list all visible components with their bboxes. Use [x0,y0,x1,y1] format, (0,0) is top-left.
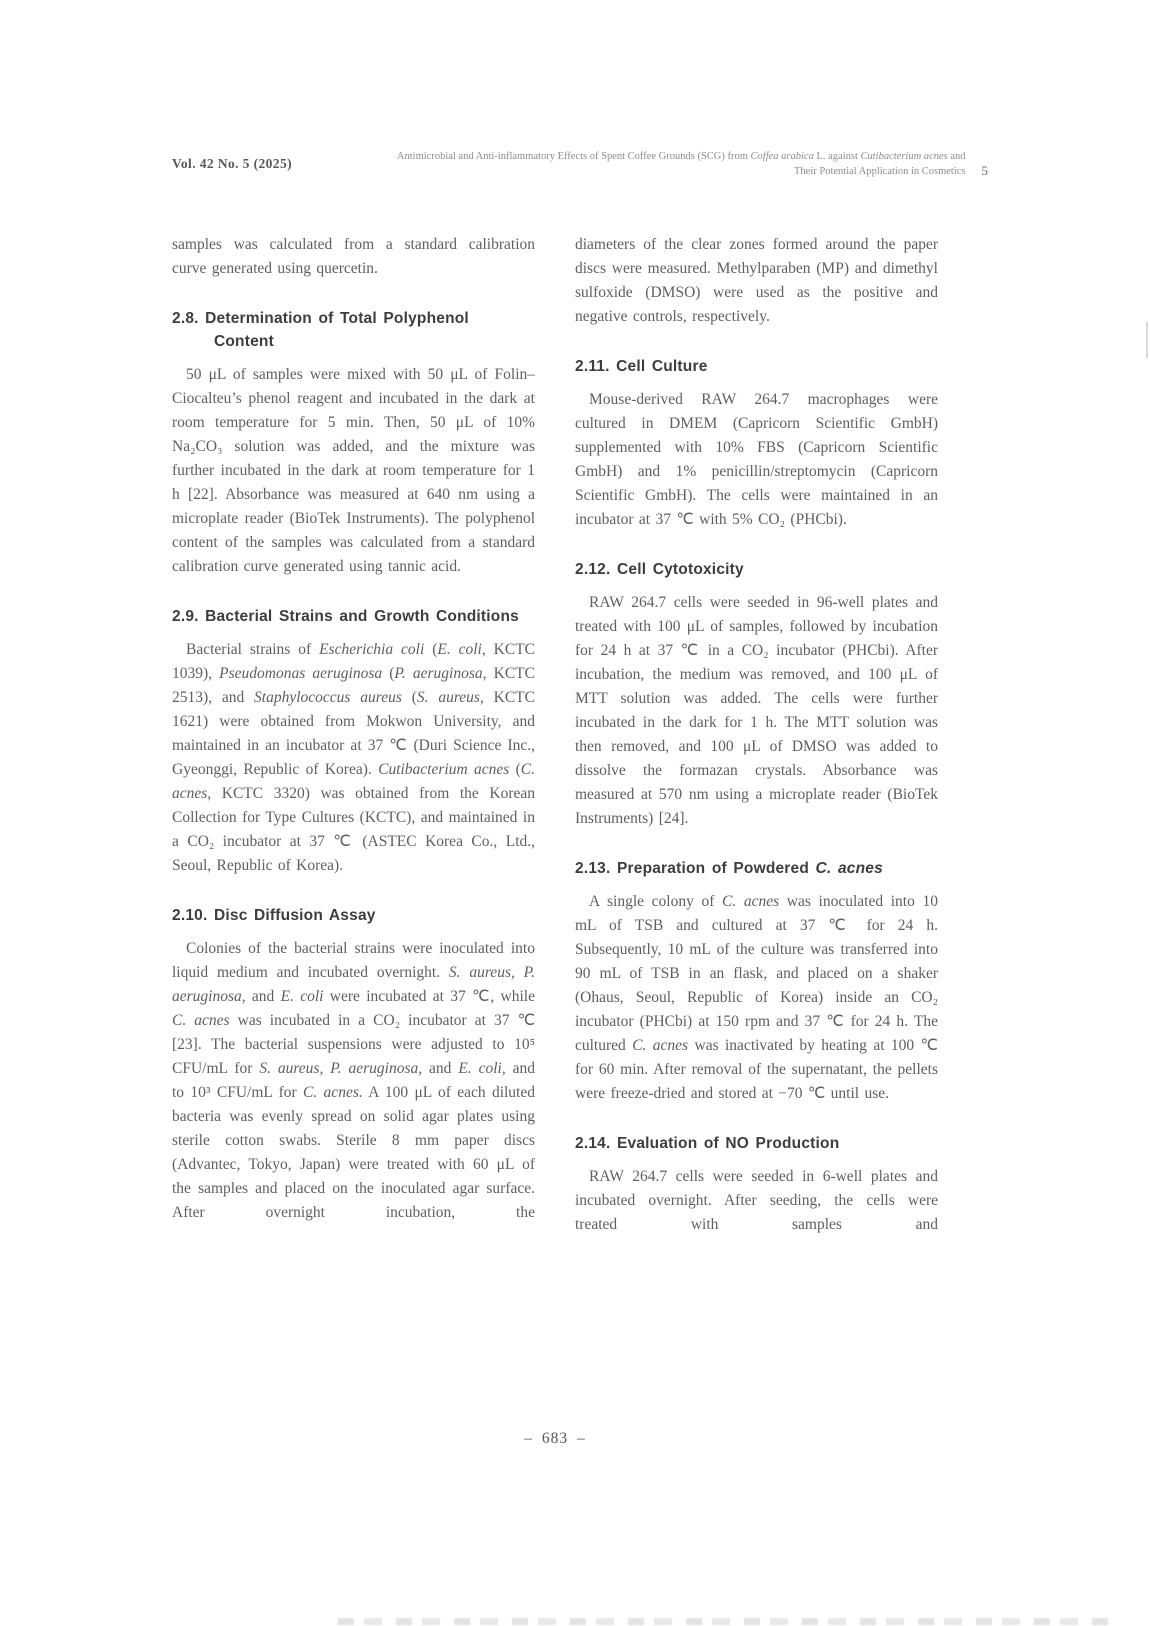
paragraph [575,591,938,831]
text-segment: and Their Potential Application in Cosmetics [794,151,966,177]
text-segment: ( [401,689,417,706]
text-segment: ( [382,665,395,682]
right-column [575,233,938,1237]
text-segment: Antimicrobial and Anti-inflammatory Effects of Spent Coffee Grounds (SCG) from [396,151,751,162]
text-segment: ( [509,761,521,778]
paragraph [172,233,535,281]
text-segment: S. aureus, [416,689,484,706]
text-segment: 2.13. Preparation of Powdered [575,860,816,877]
section-heading [575,1132,938,1155]
text-segment: 2.11. Cell Culture [575,358,708,375]
text-segment: 2.12. Cell Cytotoxicity [575,561,744,578]
text-segment: S. aureus, P. aeruginosa, [259,1060,423,1077]
cut-off-text-artifact [338,1618,1110,1625]
text-segment: C. acnes [722,893,780,910]
page-number: 5 [981,163,988,178]
text-segment: C. acnes [632,1037,689,1054]
section-heading [172,605,535,628]
paragraph [172,937,535,1225]
text-segment: P. aeruginosa, [394,665,487,682]
text-segment: KCTC 2513), and [172,665,535,706]
text-segment: E. coli, [437,641,486,658]
section-heading [575,857,938,880]
text-segment: and [245,988,281,1005]
text-segment: Coffea arabica [750,151,814,162]
running-title [391,150,966,179]
text-segment: KCTC 3320) was obtained from the Korean Collection for Type Cultures (KCTC), and maintained in a CO₂ incubator at 37 ℃ (ASTEC Korea Co., Ltd., Seoul, Republic of Korea). [172,785,535,874]
text-segment: was incubated in a CO₂ incubator at 37 ℃ [23]. The bacterial suspensions were adjusted to 10⁵ CFU/mL for [172,1012,535,1077]
text-segment: A 100 μL of each diluted bacteria was evenly spread on solid agar plates using sterile cotton swabs. Sterile 8 mm paper discs (Advantec, Tokyo, Japan) were treated with 60 μL of the samples and placed on the inoculated agar surface. After overnight incubation, the [172,1084,535,1221]
text-segment: was inoculated into 10 mL of TSB and cultured at 37 ℃ for 24 h. Subsequently, 10 mL of the culture was transferred into 90 mL of TSB in an flask, and placed on a shaker (Ohaus, Seoul, Republic of Korea) inside an CO₂ incubator (PHCbi) at 150 rpm and 37 ℃ for 24 h. The cultured [575,893,938,1054]
text-segment: S. aureus, P. aeruginosa, [172,964,535,1005]
paragraph [575,1165,938,1237]
text-segment: 50 μL of samples were mixed with 50 μL of Folin–Ciocalteu’s phenol reagent and incubated in the dark at room temperature for 5 min. Then, 50 μL of 10% Na₂CO₃ solution was added, and the mixture was further incubated in the dark at room temperature for 1 h [22]. Absorbance was measured at 640 nm using a microplate reader (BioTek Instruments). The polyphenol content of the samples was calculated from a standard calibration curve generated using tannic acid. [172,366,535,575]
text-segment: 2.9. Bacterial Strains and Growth Conditions [172,608,519,625]
scan-edge-artifact [1146,322,1148,358]
volume-issue-label: Vol. 42 No. 5 (2025) [172,156,293,171]
text-segment: C. acnes, [172,761,535,802]
text-segment: RAW 264.7 cells were seeded in 6-well plates and incubated overnight. After seeding, the cells were treated with samples and [575,1168,938,1233]
text-segment: Cutibacterium acnes [860,151,948,162]
text-segment: and [422,1060,459,1077]
text-segment: L. against [813,151,861,162]
text-segment: A single colony of [589,893,723,910]
text-segment: C. acnes [815,860,883,877]
left-column [172,233,535,1237]
text-segment: and to 10³ CFU/mL for [172,1060,535,1101]
section-heading [575,558,938,581]
text-segment: samples was calculated from a standard calibration curve generated using quercetin. [172,236,535,277]
text-segment: KCTC 1039), [172,641,536,682]
text-segment: KCTC 1621) were obtained from Mokwon University, and maintained in an incubator at 37 ℃ (Duri Science Inc., Gyeonggi, Republic of Korea). [172,689,535,778]
text-segment: Staphylococcus aureus [254,689,402,706]
text-segment: Pseudomonas aeruginosa [219,665,383,682]
text-segment: Bacterial strains of [186,641,320,658]
text-segment: Colonies of the bacterial strains were inoculated into liquid medium and incubated overnight. [172,940,535,981]
text-segment: 2.14. Evaluation of NO Production [575,1135,840,1152]
text-segment: 2.8. Determination of Total Polyphenol Content [172,310,469,350]
text-segment: were incubated at 37 ℃, while [323,988,535,1005]
section-heading [172,307,535,353]
text-segment: ( [424,641,438,658]
footer-page-number: – 683 – [524,1430,586,1447]
paragraph [172,363,535,579]
text-segment: Mouse-derived RAW 264.7 macrophages were cultured in DMEM (Capricorn Scientific GmbH) supplemented with 10% FBS (Capricorn Scientific GmbH) and 1% penicillin/streptomycin (Capricorn Scientific GmbH). The cells were maintained in an incubator at 37 ℃ with 5% CO₂ (PHCbi). [575,391,938,528]
paragraph [172,638,535,878]
text-segment: RAW 264.7 cells were seeded in 96-well plates and treated with 100 μL of samples, followed by incubation for 24 h at 37 ℃ in a CO₂ incubator (PHCbi). After incubation, the medium was removed, and 100 μL of MTT solution was added. The cells were further incubated in the dark for 1 h. The MTT solution was then removed, and 100 μL of DMSO was added to dissolve the formazan crystals. Absorbance was measured at 570 nm using a microplate reader (BioTek Instruments) [24]. [575,594,938,827]
text-segment: C. acnes. [303,1084,363,1101]
text-segment: Cutibacterium acnes [378,761,510,778]
text-segment: C. acnes [172,1012,230,1029]
page-header [172,150,988,179]
text-segment: was inactivated by heating at 100 ℃ for 60 min. After removal of the supernatant, the pellets were freeze-dried and stored at −70 ℃ until use. [575,1037,938,1102]
text-segment: diameters of the clear zones formed around the paper discs were measured. Methylparaben (MP) and dimethyl sulfoxide (DMSO) were used as the positive and negative controls, respectively. [575,236,938,325]
text-segment: E. coli [280,988,324,1005]
text-segment: Escherichia coli [319,641,425,658]
paragraph [575,890,938,1106]
section-heading [575,355,938,378]
running-head [391,150,989,179]
text-segment: E. coli, [458,1060,506,1077]
text-segment: 2.10. Disc Diffusion Assay [172,907,376,924]
paragraph [575,233,938,329]
paragraph [575,388,938,532]
section-heading [172,904,535,927]
article-body [172,233,938,1237]
